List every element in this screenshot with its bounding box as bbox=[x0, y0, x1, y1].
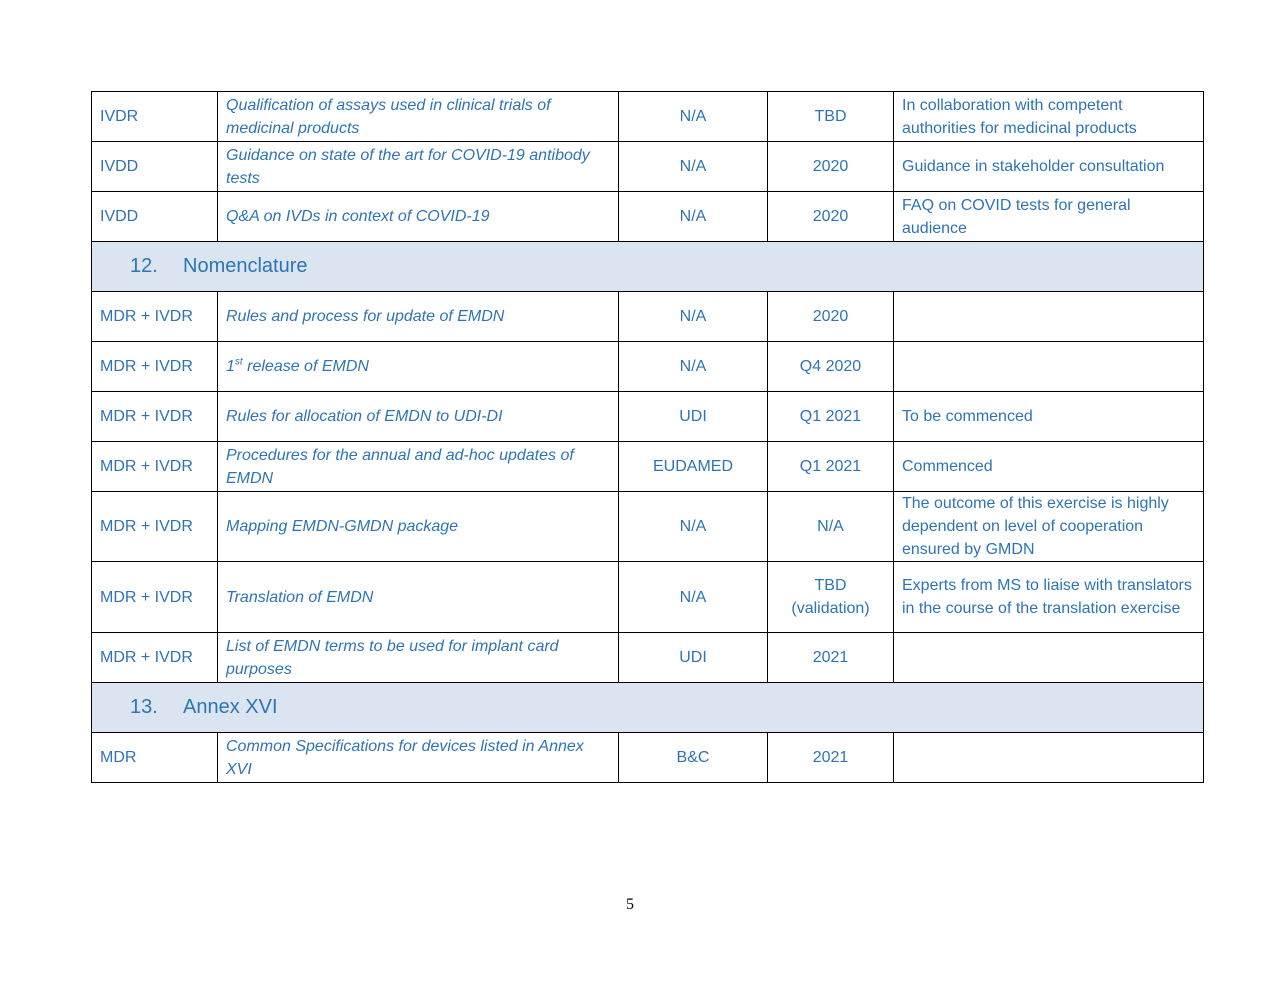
table-row bbox=[92, 392, 1204, 442]
regulation-cell: MDR + IVDR bbox=[92, 342, 218, 392]
regulation-cell: MDR + IVDR bbox=[92, 392, 218, 442]
task-cell: Rules and process for update of EMDN bbox=[218, 292, 619, 342]
section-title: Annex XVI bbox=[183, 696, 278, 718]
status-cell: To be commenced bbox=[894, 392, 1204, 442]
link-cell: UDI bbox=[619, 633, 768, 683]
regulation-cell: MDR + IVDR bbox=[92, 633, 218, 683]
task-cell: Q&A on IVDs in context of COVID-19 bbox=[218, 192, 619, 242]
table-row bbox=[92, 442, 1204, 492]
status-cell bbox=[894, 342, 1204, 392]
table-row bbox=[92, 92, 1204, 142]
table-row bbox=[92, 733, 1204, 783]
task-cell: Mapping EMDN-GMDN package bbox=[218, 492, 619, 562]
date-cell: Q1 2021 bbox=[768, 442, 894, 492]
task-cell bbox=[218, 342, 619, 392]
section-heading-row bbox=[92, 683, 1204, 733]
link-cell: N/A bbox=[619, 92, 768, 142]
section-number: 12. bbox=[130, 255, 158, 277]
table-row bbox=[92, 292, 1204, 342]
link-cell: N/A bbox=[619, 142, 768, 192]
link-cell: N/A bbox=[619, 192, 768, 242]
status-cell bbox=[894, 733, 1204, 783]
link-cell: N/A bbox=[619, 292, 768, 342]
table-row bbox=[92, 142, 1204, 192]
task-cell: Translation of EMDN bbox=[218, 562, 619, 633]
task-text: release of EMDN bbox=[242, 358, 369, 375]
table-row bbox=[92, 633, 1204, 683]
status-cell: Guidance in stakeholder consultation bbox=[894, 142, 1204, 192]
status-cell: The outcome of this exercise is highly dependent on level of cooperation ensured by GMDN bbox=[894, 492, 1204, 562]
link-cell: N/A bbox=[619, 492, 768, 562]
task-cell: Procedures for the annual and ad-hoc updates of EMDN bbox=[218, 442, 619, 492]
regulation-cell: MDR + IVDR bbox=[92, 492, 218, 562]
date-cell: 2021 bbox=[768, 733, 894, 783]
table-row bbox=[92, 342, 1204, 392]
regulation-cell: IVDD bbox=[92, 142, 218, 192]
section-heading-row bbox=[92, 242, 1204, 292]
date-note: (validation) bbox=[791, 600, 870, 617]
regulation-cell: MDR + IVDR bbox=[92, 442, 218, 492]
date-cell bbox=[768, 562, 894, 633]
task-ordinal-suffix: st bbox=[234, 356, 243, 368]
date-cell: 2020 bbox=[768, 292, 894, 342]
task-cell: Common Specifications for devices listed in Annex XVI bbox=[218, 733, 619, 783]
task-cell: Rules for allocation of EMDN to UDI-DI bbox=[218, 392, 619, 442]
planning-table bbox=[91, 91, 1204, 783]
link-cell: UDI bbox=[619, 392, 768, 442]
regulation-cell: MDR + IVDR bbox=[92, 562, 218, 633]
status-cell bbox=[894, 633, 1204, 683]
regulation-cell: IVDR bbox=[92, 92, 218, 142]
date-cell: TBD bbox=[768, 92, 894, 142]
link-cell: N/A bbox=[619, 342, 768, 392]
status-cell: Commenced bbox=[894, 442, 1204, 492]
date-cell: 2020 bbox=[768, 192, 894, 242]
table-row bbox=[92, 562, 1204, 633]
task-cell: List of EMDN terms to be used for implant card purposes bbox=[218, 633, 619, 683]
task-cell: Guidance on state of the art for COVID-19 antibody tests bbox=[218, 142, 619, 192]
page-number: 5 bbox=[626, 896, 634, 913]
section-number: 13. bbox=[130, 696, 158, 718]
date-line: TBD bbox=[814, 577, 847, 594]
section-heading bbox=[92, 242, 1204, 292]
status-cell: Experts from MS to liaise with translators in the course of the translation exercise bbox=[894, 562, 1204, 633]
status-cell bbox=[894, 292, 1204, 342]
regulation-cell: MDR + IVDR bbox=[92, 292, 218, 342]
table-row bbox=[92, 492, 1204, 562]
link-cell: B&C bbox=[619, 733, 768, 783]
date-cell: 2021 bbox=[768, 633, 894, 683]
link-cell: N/A bbox=[619, 562, 768, 633]
task-ordinal: 1 bbox=[226, 358, 235, 375]
status-cell: FAQ on COVID tests for general audience bbox=[894, 192, 1204, 242]
regulation-cell: MDR bbox=[92, 733, 218, 783]
date-cell: Q1 2021 bbox=[768, 392, 894, 442]
date-cell: Q4 2020 bbox=[768, 342, 894, 392]
regulation-cell: IVDD bbox=[92, 192, 218, 242]
date-cell: 2020 bbox=[768, 142, 894, 192]
section-title: Nomenclature bbox=[183, 255, 308, 277]
section-heading bbox=[92, 683, 1204, 733]
date-cell: N/A bbox=[768, 492, 894, 562]
table-row bbox=[92, 192, 1204, 242]
status-cell: In collaboration with competent authorities for medicinal products bbox=[894, 92, 1204, 142]
task-cell: Qualification of assays used in clinical trials of medicinal products bbox=[218, 92, 619, 142]
link-cell: EUDAMED bbox=[619, 442, 768, 492]
